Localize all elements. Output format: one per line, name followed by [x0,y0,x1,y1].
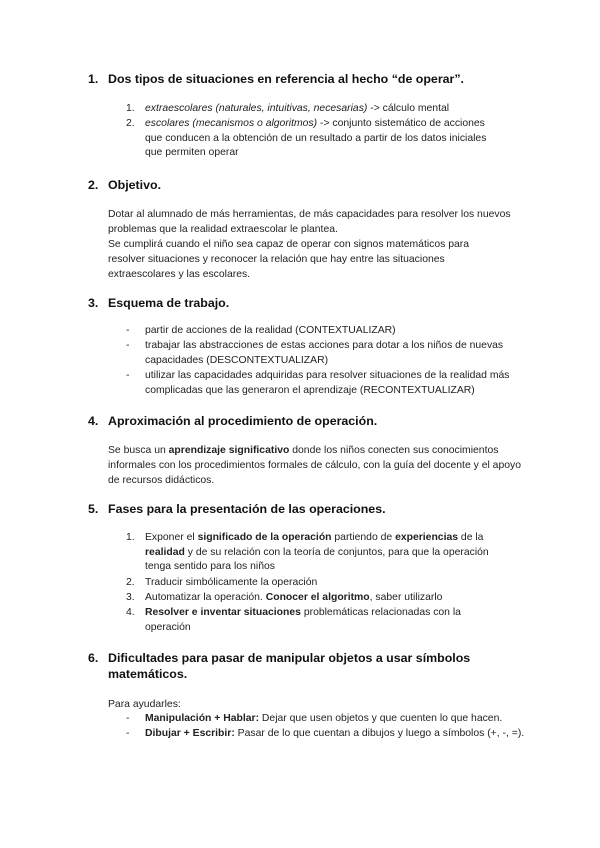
section-title: Dos tipos de situaciones en referencia al hecho “de operar”. [108,72,464,86]
paragraph-text: Se busca un [108,445,169,456]
dash-marker: - [126,370,130,381]
section-3-heading [88,295,528,311]
list-text: trabajar las abstracciones de estas acciones para dotar a los niños de nuevas capacidades (DESCONTEXTUALIZAR) [145,340,504,366]
list-text: , saber utilizarlo [369,592,443,603]
bold-term: experiencias [395,532,459,543]
list-text: y de su relación con la teoría de conjuntos, para que la operación tenga sentido para los niños [145,546,489,573]
bold-term: aprendizaje significativo [168,445,290,456]
section-number: 4. [88,414,99,428]
section-number: 6. [88,651,99,665]
dash-marker: - [126,325,130,336]
list-item [108,606,528,635]
list-item [108,339,528,368]
dash-marker: - [126,713,130,724]
list-marker: 2. [126,577,135,588]
list-item [108,369,528,398]
list-text: -> cálculo mental [367,103,450,114]
bold-term: Dibujar + Escribir: [145,728,235,739]
list-marker: 3. [126,592,135,603]
list-text: partiendo de [331,532,396,543]
section-title: Esquema de trabajo. [108,296,230,310]
paragraph: Se cumplirá cuando el niño sea capaz de operar con signos matemáticos para resolver situaciones y reconocer la relación que hay entre las situaciones extraescolares y las escolares. [108,239,469,280]
list-text: problemáticas relacionadas con la operación [145,607,461,633]
list-item [108,727,528,742]
section-number: 5. [88,502,99,516]
section-title: Aproximación al procedimiento de operación. [108,414,378,428]
section-1-heading [88,71,528,87]
list-text: Traducir simbólicamente la operación [145,577,318,588]
list-text: Dejar que usen objetos y que cuenten lo que hacen. [259,713,503,724]
italic-term: extraescolares (naturales, intuitivas, necesarias) [145,103,368,114]
section-4-heading [88,413,528,429]
list-item [108,324,528,339]
dash-marker: - [126,728,130,739]
section-6-heading [88,650,528,682]
paragraph-text: donde los niños conecten sus conocimientos informales con los procedimientos formales de cálculo, con la guía del docente y el apoyo de recursos didácticos. [108,445,521,486]
list-text: -> conjunto sistemático de acciones que conducen a la obtención de un resultado a partir de los datos iniciales que permiten operar [145,118,487,159]
section-2-heading [88,177,528,193]
bold-term: Resolver e inventar situaciones [145,607,301,618]
paragraph: Para ayudarles: [108,699,181,710]
list-marker: 1. [126,103,135,114]
list-item [108,576,528,591]
list-text: de la [458,532,484,543]
bold-term: Manipulación + Hablar: [145,713,260,724]
paragraph [108,443,528,488]
list-item [108,712,528,727]
section-title: Objetivo. [108,178,162,192]
section-number: 3. [88,296,99,310]
bold-term: realidad [145,546,185,558]
bold-term: significado de la operación [197,532,332,543]
list-marker: 2. [126,118,135,129]
section-title-continued: matemáticos. [108,667,188,681]
list-item [108,531,528,575]
list-item [108,102,528,117]
list-item [108,117,528,161]
section-title: Fases para la presentación de las operaciones. [108,502,386,516]
list-text: Pasar de lo que cuentan a dibujos y luego a símbolos (+, -, =). [234,728,525,739]
section-title: Dificultades para pasar de manipular objetos a usar símbolos [108,651,471,665]
section-number: 1. [88,72,99,86]
list-marker: 1. [126,532,135,543]
list-text: Automatizar la operación. [145,592,266,603]
italic-term: escolares (mecanismos o algoritmos) [145,118,318,129]
list-item [108,591,528,606]
list-text: Exponer el [145,532,198,543]
section-number: 2. [88,178,99,192]
paragraph: Dotar al alumnado de más herramientas, de más capacidades para resolver los nuevos problemas que la realidad extraescolar le plantea. [108,209,511,235]
dash-marker: - [126,340,130,351]
bold-term: Conocer el algoritmo [265,592,370,603]
list-marker: 4. [126,607,135,618]
section-5-heading [88,501,528,517]
list-text: partir de acciones de la realidad (CONTEXTUALIZAR) [145,325,396,336]
list-text: utilizar las capacidades adquiridas para resolver situaciones de la realidad más complicadas que las generaron el aprendizaje (RECONTEXTUALIZAR) [145,370,510,396]
